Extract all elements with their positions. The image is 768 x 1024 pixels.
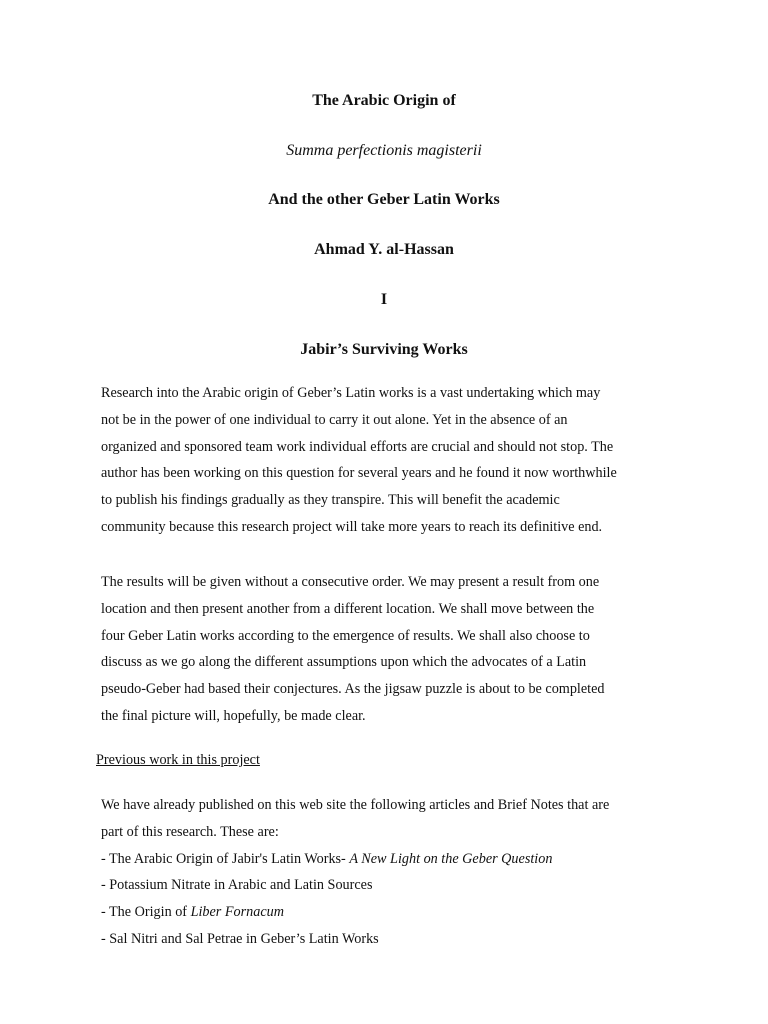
paragraph-line: The results will be given without a consecutive order. We may present a result from one [101,574,600,590]
paragraph-2 [101,569,681,730]
paragraph-line: discuss as we go along the different assumptions upon which the advocates of a Latin [101,654,587,671]
title-line-2-italic: Summa perfectionis magisterii [286,142,482,159]
paragraph-line: Research into the Arabic origin of Geber’s Latin works is a vast undertaking which may [101,385,601,401]
paragraph-line: four Geber Latin works according to the emergence of results. We shall also choose to [101,627,590,644]
list-item: - The Arabic Origin of Jabir's Latin Works- A New Light on the Geber Question [101,850,553,867]
title-line-1: The Arabic Origin of [312,92,456,109]
paragraph-line: pseudo-Geber had based their conjectures. As the jigsaw puzzle is about to be completed [101,681,605,698]
list-item: - The Origin of Liber Fornacum [101,904,284,921]
section-number: I [380,291,388,308]
paragraph-line: location and then present another from a different location. We shall move between the [101,600,595,617]
title-line-3: And the other Geber Latin Works [268,191,500,208]
previous-work-heading: Previous work in this project [96,752,260,768]
paragraph-1 [101,380,681,541]
list-item: - Sal Nitri and Sal Petrae in Geber’s Latin Works [101,930,379,947]
previous-work-list [101,792,701,953]
author-name: Ahmad Y. al-Hassan [314,241,454,258]
section-title: Jabir’s Surviving Works [300,341,468,358]
previous-work-intro: part of this research. These are: [101,823,279,840]
previous-work-intro: We have already published on this web site the following articles and Brief Notes that are [101,797,610,813]
paragraph-line: community because this research project will take more years to reach its definitive end. [101,518,603,535]
paragraph-line: to publish his findings gradually as they transpire. This will benefit the academic [101,492,560,509]
paragraph-line: not be in the power of one individual to carry it out alone. Yet in the absence of an [101,411,568,428]
paragraph-line: author has been working on this question for several years and he found it now worthwhile [101,465,617,482]
paragraph-line: the final picture will, hopefully, be made clear. [101,707,366,724]
list-item: - Potassium Nitrate in Arabic and Latin Sources [101,877,373,894]
paragraph-line: organized and sponsored team work individual efforts are crucial and should not stop. The [101,438,614,455]
